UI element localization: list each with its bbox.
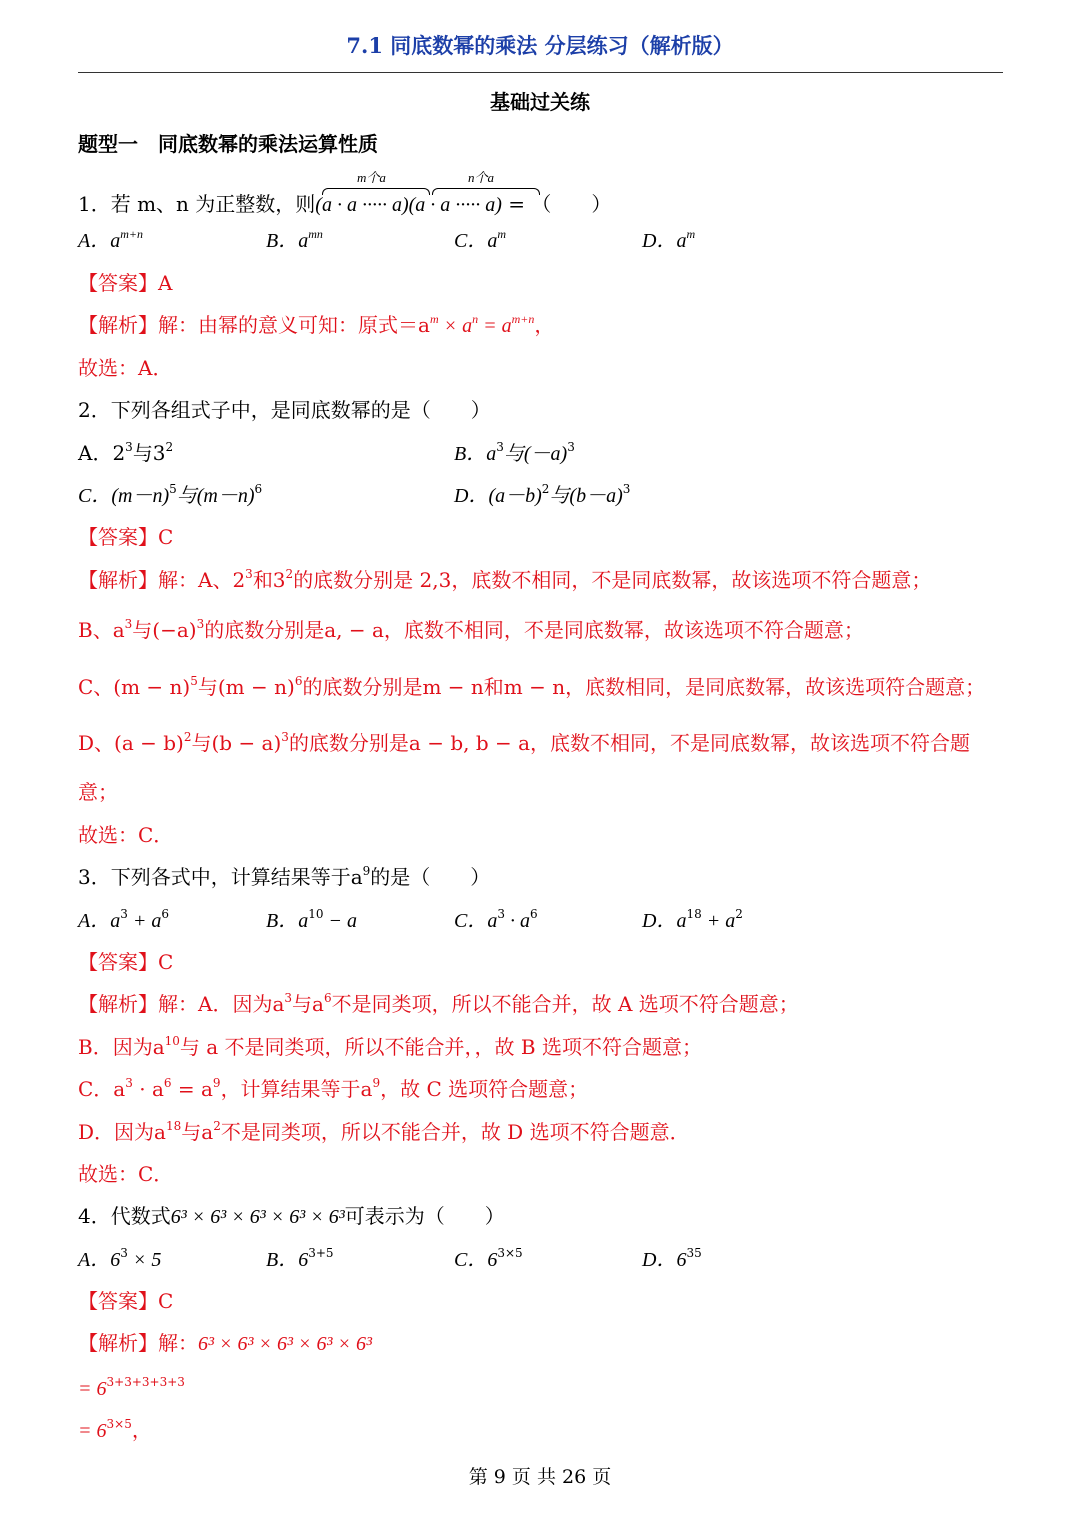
q3-analysis-line-3: C．$a^3 \cdot a^6 = a^9$，计算结果等于$a^9$，故 C 选项符合题意； [78, 1076, 589, 1101]
q1-brace-left-label: m个a [357, 170, 386, 185]
q3-option-a: A．$a^3 + a^6$ [78, 907, 169, 932]
q1-brace-right-label: n个a [468, 170, 495, 185]
q3-analysis-line-2: B．因为$a^{10}$与 a 不是同类项，所以不能合并，，故 B 选项不符合题意； [78, 1034, 702, 1059]
q4-option-d: D．$6^{35}$ [642, 1246, 702, 1271]
q1-option-a: A．$a^{m+n}$ [78, 227, 143, 252]
q1-group-left: (a · a ····· a) [315, 194, 409, 216]
q2-analysis-line-4: D、$(a - b)^2$与$(b - a)^3$的底数分别是a − b, b − a，底数不相同，不是同底数幂，故该选项不符合题 [78, 730, 971, 755]
q3-option-c: C．$a^3 \cdot a^6$ [454, 907, 538, 932]
q3-analysis-line-4: D．因为$a^{18}$与$a^2$不是同类项，所以不能合并，故 D 选项不符合题意． [78, 1119, 690, 1144]
q4-option-a: A．$6^3 \times 5$ [78, 1246, 162, 1271]
q2-analysis-line-2: B、$a^3$与$(-a)^3$的底数分别是a, − a，底数不相同，不是同底数幂，故该选项不符合题意； [78, 617, 864, 642]
q2-option-d: D．$(a-b)^2$与$(b-a)^3$ [454, 482, 631, 507]
q2-conclusion: 故选：C． [78, 823, 174, 847]
q1-group-right: (a · a ····· a) [408, 194, 502, 216]
q1-answer: 【答案】A [78, 271, 173, 295]
q2-answer: 【答案】C [78, 525, 174, 549]
q2-analysis-line-3: C、$(m - n)^5$与$(m - n)^6$的底数分别是m − n和m − n，底数相同，是同底数幂，故该选项符合题意； [78, 674, 986, 699]
q4-stem: 4．代数式6³ × 6³ × 6³ × 6³ × 6³可表示为（ ） [78, 1204, 505, 1228]
document-title: 7.1 同底数幂的乘法 分层练习（解析版） [346, 33, 734, 58]
q1-analysis: 【解析】解：由幂的意义可知：原式$=a^m \times a^n = a^{m+n}$， [78, 312, 555, 337]
type-heading: 题型一 同底数幂的乘法运算性质 [78, 132, 378, 156]
q1-overbrace-right [432, 188, 540, 195]
q1-conclusion: 故选：A． [78, 356, 173, 380]
q3-conclusion: 故选：C． [78, 1162, 174, 1186]
q4-analysis-line-2: = $6^{3+3+3+3+3}$ [78, 1375, 185, 1400]
q4-option-c: C．$6^{3\times 5}$ [454, 1246, 523, 1271]
q2-option-a: A．$2^3$与$3^2$ [78, 440, 174, 465]
q3-option-b: B．$a^{10} - a$ [266, 907, 357, 932]
page-number: 第 9 页 共 26 页 [468, 1466, 612, 1488]
q3-option-d: D．$a^{18} + a^2$ [642, 907, 743, 932]
section-heading: 基础过关练 [490, 90, 590, 114]
q2-analysis-line-5: 意； [78, 780, 118, 804]
q2-stem: 2．下列各组式子中，是同底数幂的是（ ） [78, 398, 491, 422]
q2-option-c: C．$(m-n)^5$与$(m-n)^6$ [78, 482, 263, 507]
q1-stem-suffix: = （ ） [501, 192, 612, 216]
q3-answer: 【答案】C [78, 950, 174, 974]
q4-answer: 【答案】C [78, 1289, 174, 1313]
q4-analysis-line-3: = $6^{3\times 5}$， [78, 1417, 152, 1442]
header-rule [78, 72, 1003, 73]
q1-overbrace-left [322, 188, 430, 195]
q1-option-b: B．$a^{mn}$ [266, 227, 323, 252]
q1-option-d: D．$a^m$ [642, 227, 696, 252]
q3-analysis-line-1: 【解析】解：A．因为$a^3$与$a^6$不是同类项，所以不能合并，故 A 选项不符合题意； [78, 991, 799, 1016]
q2-analysis-line-1: 【解析】解：A、$2^3$和$3^2$的底数分别是 2,3，底数不相同，不是同底数幂，故该选项不符合题意； [78, 567, 932, 592]
q1-option-c: C．$a^m$ [454, 227, 507, 252]
q4-option-b: B．$6^{3+5}$ [266, 1246, 334, 1271]
q1-stem-prefix: 1．若 m、n 为正整数，则 [78, 192, 316, 216]
q1-stem [78, 194, 611, 215]
q3-stem: 3．下列各式中，计算结果等于$a^9$的是（ ） [78, 864, 491, 889]
q4-analysis-line-1: 【解析】解：6³ × 6³ × 6³ × 6³ × 6³ [78, 1331, 372, 1355]
q2-option-b: B．$a^3$与$(-a)^3$ [454, 440, 575, 465]
